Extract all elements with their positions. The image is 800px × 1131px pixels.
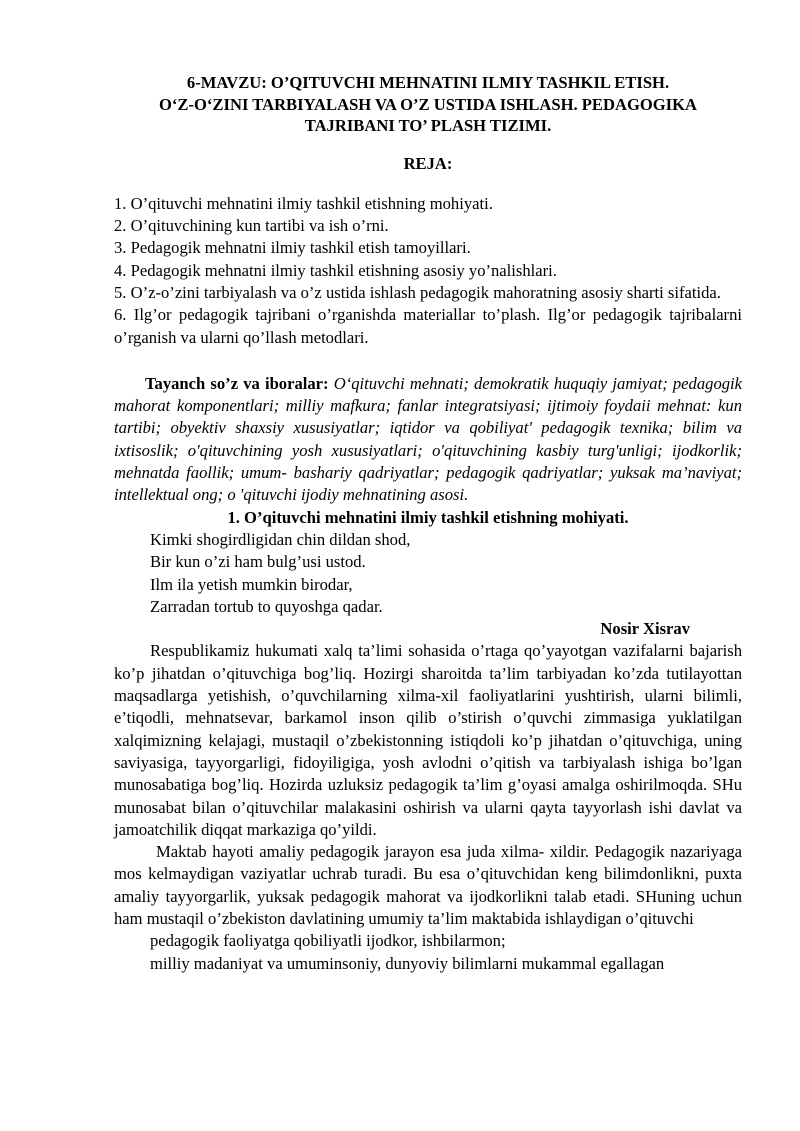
keywords-text: O‘qituvchi mehnati; demokratik huquqiy jamiyat; pedagogik mahorat komponentlari; milliy mafkura; fanlar integratsiyasi; ijtimoiy foydaii mehnat: kun tartibi; obyektiv shaxsiy xususiyatlar; iqtidor va qobiliyat' pedagogik texnika; bilim va ixtisoslik; o'qituvchining yosh xususiyatlari; o'qituvchining kasbiy turg'unligi; ijodkorlik; mehnatda faollik; umum- bashariy qadriyatlar; pedagogik qadriyatlar; yuksak ma’naviyat; intellektual ong; o 'qituvchi ijodiy mehnatining asosi. xyxy=(114,373,743,505)
plan-heading: REJA: xyxy=(403,153,453,173)
epigraph-poem xyxy=(114,529,742,618)
body-paragraph: Maktab hayoti amaliy pedagogik jarayon esa juda xilma- xildir. Pedagogik nazariyaga mos kelmaydigan vaziyatlar uchrab turadi. Bu esa o’qituvchidan keng bilimdonlikni, puxta amaliy tayyorgarlik, yuksak pedagogik mahorat va ijodkorlikni talab etadi. SHuning uchun ham mustaqil o’zbekiston davlatining umumiy ta’lim maktabida ishlaydigan o’qituvchi xyxy=(114,842,742,928)
plan-item: 2. O’qituvchining kun tartibi va ish o’rni. xyxy=(114,216,389,236)
poem-line: Kimki shogirdligidan chin dildan shod, xyxy=(150,529,411,549)
poem-line: Bir kun o’zi ham bulg’usi ustod. xyxy=(150,552,366,572)
title-line: O‘Z-O‘ZINI TARBIYALASH VA O’Z USTIDA ISHLASH. PEDAGOGIKA xyxy=(158,94,698,114)
body-line: milliy madaniyat va umuminsoniy, dunyoviy bilimlarni mukammal egallagan xyxy=(150,953,665,973)
document-title xyxy=(114,72,742,137)
plan-item: 4. Pedagogik mehnatni ilmiy tashkil etishning asosiy yo’nalishlari. xyxy=(114,260,557,280)
plan-list xyxy=(114,193,742,349)
plan-item: 5. O’z-o’zini tarbiyalash va o’z ustida ishlash pedagogik mahoratning asosiy sharti sifatida. xyxy=(114,282,721,302)
plan-item: 1. O’qituvchi mehnatini ilmiy tashkil etishning mohiyati. xyxy=(114,193,493,213)
body-line: pedagogik faoliyatga qobiliyatli ijodkor, ishbilarmon; xyxy=(150,931,506,951)
keywords-label: Tayanch so’z va iboralar: xyxy=(145,373,329,393)
title-line: TAJRIBANI TO’ PLASH TIZIMI. xyxy=(304,116,552,135)
plan-item: 6. Ilg’or pedagogik tajribani o’rganishda materiallar to’plash. Ilg’or pedagogik tajribalarni o’rganish va ularni qo’llash metodlari. xyxy=(114,305,742,347)
poem-author: Nosir Xisrav xyxy=(600,619,690,639)
body-paragraph: Respublikamiz hukumati xalq ta’limi sohasida o’rtaga qo’yayotgan vazifalarni bajarish ko’p jihatdan o’qituvchiga bog’liq. Hozirgi sharoitda ta’lim tarbiyadan ko’zda tutilayottan maqsadlarga yetishish, o’quvchilarning xilma-xil faoliyatlarini yushtirish, ularni bilimli, e’tiqodli, mehnatsevar, barkamol inson qilib o’stirish o’quvchi zimmasiga yuklatilgan xalqimizning kelajagi, mustaqil o’zbekistonning istiqdoli ko’p jihatdan o’qituvchiga, uning saviyasiga, tayyorgarligi, fidoyiligiga, yosh avlodni o’qitish va tarbiyalash ishiga bo’lgan munosabatiga bog’liq. Hozirda uzluksiz pedagogik ta’lim g’oyasi amalga oshirilmoqda. SHu munosabat bilan o’qituvchilar malakasini oshirish va ularni qayta tayyorlash ishi davlat va jamoatchilik diqqat markaziga qo’yildi. xyxy=(114,641,742,839)
page-content xyxy=(114,72,742,975)
plan-item: 3. Pedagogik mehnatni ilmiy tashkil etish tamoyillari. xyxy=(114,238,471,258)
poem-line: Zarradan tortub to quyoshga qadar. xyxy=(150,596,383,616)
title-line: 6-MAVZU: O’QITUVCHI MEHNATINI ILMIY TASHKIL ETISH. xyxy=(186,73,670,92)
poem-line: Ilm ila yetish mumkin birodar, xyxy=(150,574,353,594)
section-heading: 1. O’qituvchi mehnatini ilmiy tashkil etishning mohiyati. xyxy=(227,507,629,527)
keywords-paragraph xyxy=(114,373,742,507)
